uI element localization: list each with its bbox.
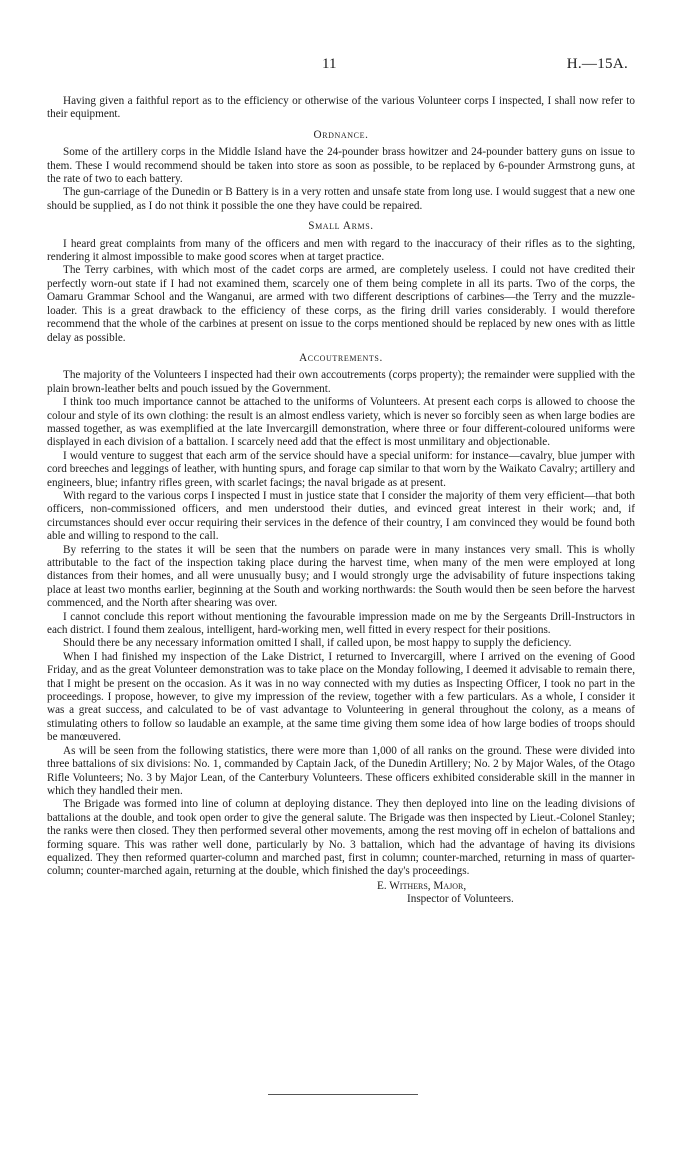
report-body — [47, 95, 635, 907]
paragraph: I think too much importance cannot be attached to the uniforms of Volunteers. At present each corps is allowed to choose the colour and style of its own clothing: the result is an almost endless variety, which is never so forcibly seen as when large bodies are massed together, as was exemplified at the late Invercargill demonstration, where three or four different-coloured uniforms were displayed in each division of a battalion. I scarcely need add that the effect is most unmilitary and objectionable. — [47, 396, 635, 449]
signature-block — [47, 880, 635, 907]
paragraph: The Terry carbines, with which most of the cadet corps are armed, are completely useless. I could not have credited their perfectly worn-out state if I had not examined them, scarcely one of them being complete in all its parts. Two of the corps, the Oamaru Grammar School and the Wanganui, are armed with two different descriptions of carbines—the Terry and the muzzle-loader. This is a great drawback to the efficiency of these corps, as the firing drill varies considerably. I would therefore recommend that the whole of the carbines at present on issue to the corps mentioned should be replaced by new ones with as little delay as possible. — [47, 264, 635, 344]
signature-title: Inspector of Volunteers. — [407, 893, 514, 906]
paragraph: When I had finished my inspection of the Lake District, I returned to Invercargill, where I arrived on the evening of Good Friday, and as the great Volunteer demonstration was to take place on the Monday following, I deemed it advisable to remain there, that I might be present on the occasion. As it was in no way connected with my duties as Inspecting Officer, I took no part in the proceedings. I propose, however, to give my impression of the review, together with a few particulars. As a whole, I consider it was a great success, and calculated to be of vast advantage to Volunteering in general throughout the colony, as a means of stimulating others to follow so laudable an example, at the same time giving them some idea of how large bodies of troops should be manœuvered. — [47, 650, 635, 744]
paragraph: By referring to the states it will be seen that the numbers on parade were in many instances very small. This is wholly attributable to the fact of the inspection taking place during the harvest time, when many of the men were employed at long distances from their homes, and all were unusually busy; and I would strongly urge the advisability of future inspections taking place at least two months earlier, beginning at the South and working northwards: the South would then be seen before the harvest commenced, and the North after shearing was over. — [47, 543, 635, 610]
closing-rule — [268, 1094, 418, 1095]
intro-paragraph: Having given a faithful report as to the efficiency or otherwise of the various Volunteer corps I inspected, I shall now refer to their equipment. — [47, 95, 635, 121]
section-heading-accoutrements: Accoutrements. — [299, 351, 383, 364]
paragraph: The majority of the Volunteers I inspected had their own accoutrements (corps property); the remainder were supplied with the plain brown-leather belts and pouch issued by the Government. — [47, 369, 635, 395]
page-header — [0, 56, 700, 76]
paragraph: The gun-carriage of the Dunedin or B Battery is in a very rotten and unsafe state from long use. I would suggest that a new one should be supplied, as I do not think it possible the one they have could be repaired. — [47, 186, 635, 212]
document-reference: H.—15A. — [566, 56, 628, 72]
paragraph: I cannot conclude this report without mentioning the favourable impression made on me by the Sergeants Drill-Instructors in each district. I found them zealous, intelligent, hard-working men, well fitted in every respect for their positions. — [47, 610, 635, 637]
section-heading-small-arms: Small Arms. — [308, 220, 374, 233]
paragraph: I heard great complaints from many of the officers and men with regard to the inaccuracy of their rifles as to the sighting, rendering it almost impossible to make good scores when at target practice. — [47, 237, 635, 264]
paragraph: Should there be any necessary information omitted I shall, if called upon, be most happy to supply the deficiency. — [63, 637, 572, 650]
paragraph: Some of the artillery corps in the Middle Island have the 24-pounder brass howitzer and 24-pounder battery guns on issue to them. These I would recommend should be taken into store as soon as possible, to be replaced by 6-pounder Armstrong guns, at the rate of two to each battery. — [47, 146, 635, 186]
signature-name-text: E. Withers, Major, — [377, 879, 467, 892]
paragraph: As will be seen from the following statistics, there were more than 1,000 of all ranks on the ground. These were divided into three battalions of six divisions: No. 1, commanded by Captain Jack, of the Dunedin Artillery; No. 2 by Major Wales, of the Otago Rifle Volunteers; No. 3 by Major Lean, of the Canterbury Volunteers. These officers exhibited considerable skill in the manner in which they handled their men. — [47, 744, 635, 797]
signature-name — [47, 880, 635, 893]
page-number: 11 — [322, 56, 337, 72]
paragraph: With regard to the various corps I inspected I must in justice state that I consider the majority of them very efficient—that both officers, non-commissioned officers, and men understood their duties, and evinced great interest in their work; and, if circumstances should ever occur requiring their services in the defence of their country, I am convinced they would be found both able and willing to respond to the call. — [47, 489, 635, 543]
paragraph: I would venture to suggest that each arm of the service should have a special uniform: for instance—cavalry, blue jumper with cord breeches and leggings of leather, with hunting spurs, and forage cap similar to that worn by the Waikato Cavalry; artillery and engineers, blue; infantry rifles green, with scarlet facings; the naval brigade as at present. — [47, 449, 635, 489]
section-heading-ordnance: Ordnance. — [313, 128, 369, 141]
paragraph: The Brigade was formed into line of column at deploying distance. They then deployed into line on the leading divisions of battalions at the double, and took open order to give the general salute. The Brigade was then inspected by Lieut.-Colonel Stanley; the ranks were then closed. They then performed several other movements, among the rest moving off in echelon of battalions and forming square. This was rather well done, particularly by No. 3 battalion, which had the advantage of having its divisions equalized. They then reformed quarter-column and marched past, first in column; counter-marched, returning in mass of quarter-column; counter-marched again, returning at the double, which finished the day's proceedings. — [47, 798, 635, 878]
